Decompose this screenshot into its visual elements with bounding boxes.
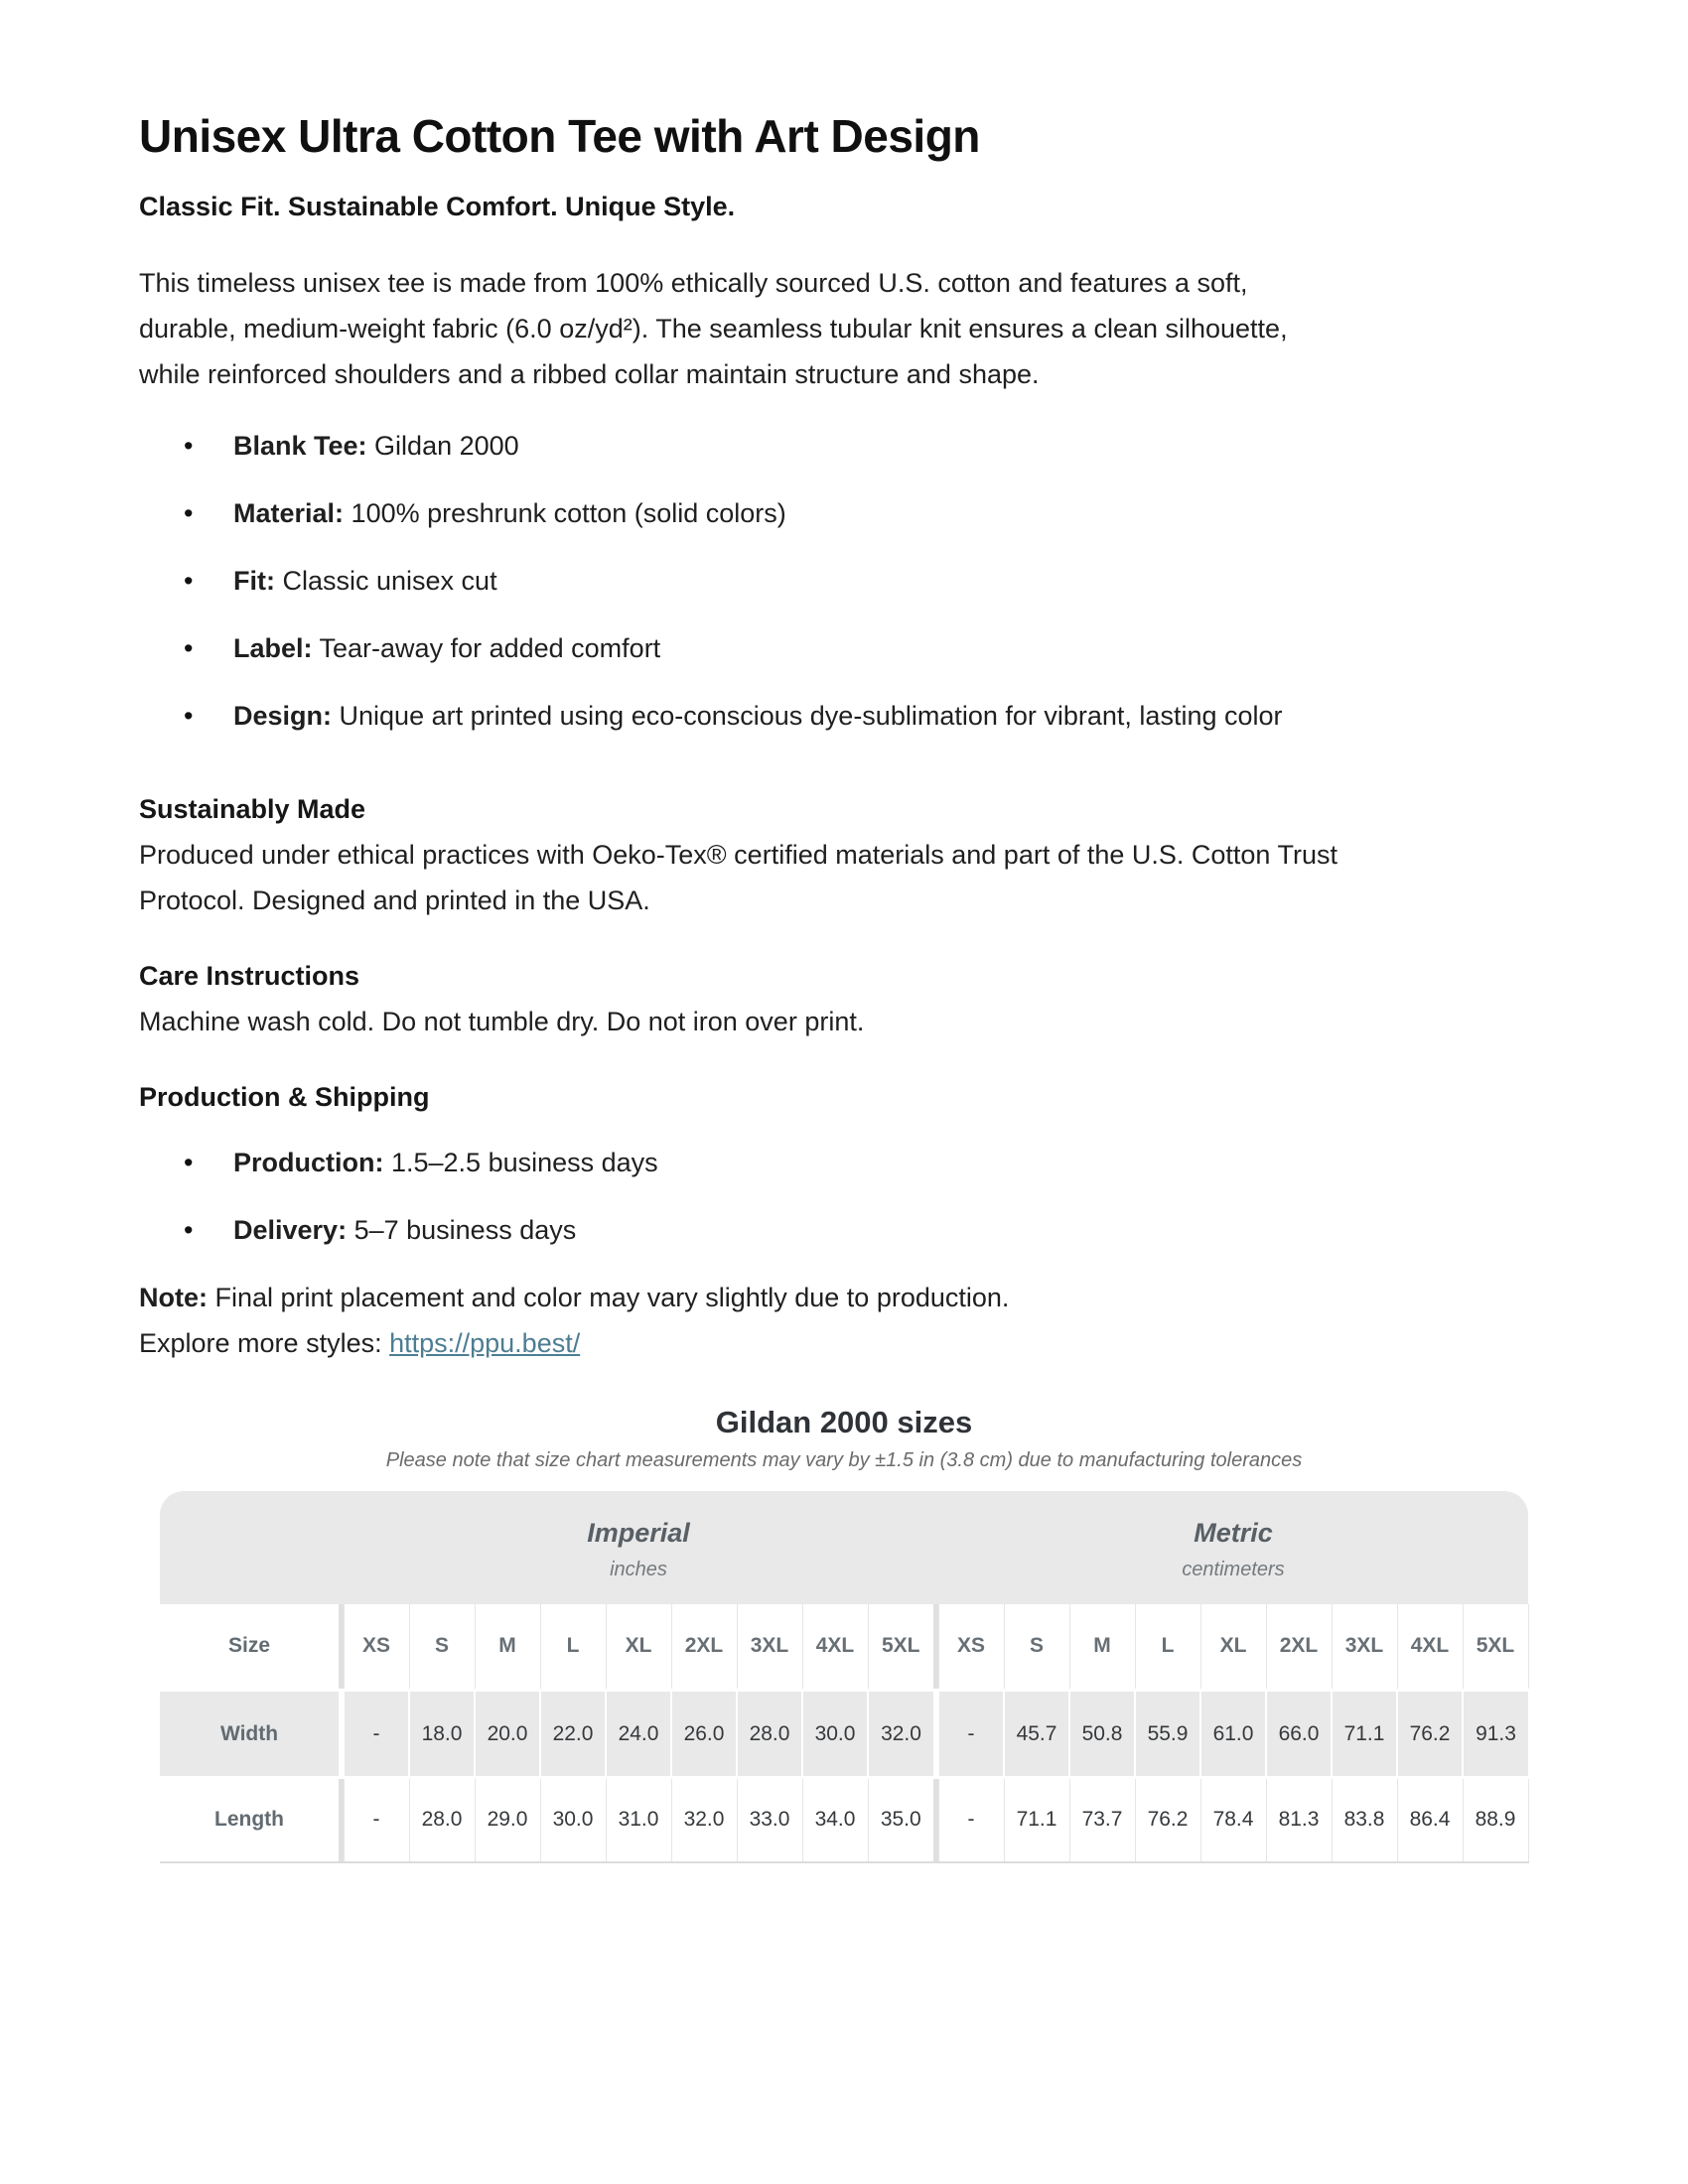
length-imperial-value: 28.0 [409, 1778, 475, 1862]
size-col-header: M [1069, 1604, 1135, 1691]
length-imperial-value: - [344, 1778, 409, 1862]
delivery-label: Delivery: [233, 1214, 348, 1245]
size-col-header: S [1004, 1604, 1069, 1691]
feature-label: Blank Tee: [233, 430, 367, 461]
size-col-header: L [1135, 1604, 1200, 1691]
imperial-section-header [344, 1491, 933, 1604]
width-imperial-value: 20.0 [475, 1691, 540, 1778]
length-metric-value: 76.2 [1135, 1778, 1200, 1862]
list-item [139, 1140, 1549, 1185]
size-col-header: 2XL [671, 1604, 737, 1691]
metric-unit: centimeters [1182, 1558, 1285, 1580]
metric-section-header [938, 1491, 1528, 1604]
feature-text: Classic unisex cut [274, 565, 497, 596]
length-metric-value: 71.1 [1004, 1778, 1069, 1862]
note-line [139, 1275, 1549, 1320]
width-metric-value: 91.3 [1463, 1691, 1528, 1778]
size-col-header: 4XL [1397, 1604, 1463, 1691]
length-imperial-value: 34.0 [802, 1778, 868, 1862]
intro-line: durable, medium-weight fabric (6.0 oz/yd²). The seamless tubular knit ensures a clean silhouette, [139, 313, 1288, 343]
section-heading-care: Care Instructions [139, 960, 360, 991]
size-col-header: XS [344, 1604, 409, 1691]
size-table-wrap [160, 1491, 1528, 1863]
intro-line: while reinforced shoulders and a ribbed collar maintain structure and shape. [139, 358, 1040, 389]
table-row [160, 1778, 1528, 1862]
width-imperial-value: 24.0 [606, 1691, 671, 1778]
length-metric-value: 81.3 [1266, 1778, 1332, 1862]
table-row [160, 1691, 1528, 1778]
width-imperial-value: 26.0 [671, 1691, 737, 1778]
production-label: Production: [233, 1147, 384, 1177]
length-metric-value: - [938, 1778, 1004, 1862]
list-item [139, 625, 1549, 671]
length-imperial-value: 32.0 [671, 1778, 737, 1862]
size-table [160, 1604, 1529, 1863]
length-imperial-value: 30.0 [540, 1778, 606, 1862]
width-imperial-value: - [344, 1691, 409, 1778]
note-label: Note: [139, 1282, 208, 1312]
production-list [139, 1140, 1549, 1253]
size-chart [139, 1406, 1549, 1863]
feature-label: Material: [233, 497, 345, 528]
size-row-header: Size [227, 1634, 271, 1658]
length-metric-value: 86.4 [1397, 1778, 1463, 1862]
metric-label: Metric [1194, 1517, 1273, 1548]
table-row [160, 1604, 1528, 1691]
size-col-header: 5XL [868, 1604, 933, 1691]
production-text: 1.5–2.5 business days [383, 1147, 658, 1177]
size-col-header: XS [938, 1604, 1004, 1691]
feature-text: Gildan 2000 [366, 430, 519, 461]
explore-link[interactable]: https://ppu.best/ [389, 1327, 581, 1358]
feature-label: Label: [233, 632, 313, 663]
sustainably-made-line: Produced under ethical practices with Oeko-Tex® certified materials and part of the U.S. Cotton Trust [139, 839, 1337, 870]
size-col-header: XL [1200, 1604, 1266, 1691]
note-block [139, 1275, 1549, 1366]
width-imperial-value: 30.0 [802, 1691, 868, 1778]
size-col-header: 4XL [802, 1604, 868, 1691]
explore-line [139, 1320, 1549, 1366]
size-col-header: 3XL [737, 1604, 802, 1691]
feature-text: 100% preshrunk cotton (solid colors) [344, 497, 786, 528]
size-col-header: 5XL [1463, 1604, 1528, 1691]
list-item [139, 423, 1549, 469]
length-metric-value: 88.9 [1463, 1778, 1528, 1862]
length-imperial-value: 31.0 [606, 1778, 671, 1862]
size-col-header: XL [606, 1604, 671, 1691]
size-col-header: 2XL [1266, 1604, 1332, 1691]
section-heading-sustainably-made: Sustainably Made [139, 793, 366, 824]
feature-text: Tear-away for added comfort [312, 632, 661, 663]
length-imperial-value: 29.0 [475, 1778, 540, 1862]
explore-text: Explore more styles: [139, 1327, 390, 1358]
width-metric-value: 76.2 [1397, 1691, 1463, 1778]
width-metric-value: 66.0 [1266, 1691, 1332, 1778]
size-col-header: S [409, 1604, 475, 1691]
list-item [139, 558, 1549, 604]
length-imperial-value: 35.0 [868, 1778, 933, 1862]
width-imperial-value: 18.0 [409, 1691, 475, 1778]
width-metric-value: 45.7 [1004, 1691, 1069, 1778]
section-heading-production: Production & Shipping [139, 1081, 430, 1112]
size-col-header: M [475, 1604, 540, 1691]
list-item [139, 693, 1549, 739]
size-chart-title: Gildan 2000 sizes [715, 1404, 973, 1439]
intro-line: This timeless unisex tee is made from 100% ethically sourced U.S. cotton and features a soft, [139, 267, 1248, 298]
feature-label: Fit: [233, 565, 275, 596]
width-metric-value: 71.1 [1332, 1691, 1397, 1778]
note-text: Final print placement and color may vary slightly due to production. [208, 1282, 1010, 1312]
width-metric-value: - [938, 1691, 1004, 1778]
intro-paragraph [139, 260, 1549, 397]
length-row-label: Length [160, 1778, 339, 1862]
size-col-header: 3XL [1332, 1604, 1397, 1691]
feature-label: Design: [233, 700, 333, 731]
length-metric-value: 83.8 [1332, 1778, 1397, 1862]
care-text: Machine wash cold. Do not tumble dry. Do not iron over print. [139, 1006, 865, 1036]
length-imperial-value: 33.0 [737, 1778, 802, 1862]
width-metric-value: 61.0 [1200, 1691, 1266, 1778]
size-chart-tolerance-note: Please note that size chart measurements may vary by ±1.5 in (3.8 cm) due to manufacturing tolerances [385, 1448, 1303, 1471]
imperial-unit: inches [610, 1558, 667, 1580]
list-item [139, 1207, 1549, 1253]
imperial-label: Imperial [587, 1517, 690, 1548]
sustainably-made-line: Protocol. Designed and printed in the USA. [139, 885, 650, 915]
width-metric-value: 55.9 [1135, 1691, 1200, 1778]
unit-band [160, 1491, 1528, 1604]
width-imperial-value: 28.0 [737, 1691, 802, 1778]
feature-list [139, 423, 1549, 739]
delivery-text: 5–7 business days [347, 1214, 577, 1245]
width-row-label: Width [160, 1691, 339, 1778]
band-spacer [160, 1491, 344, 1604]
size-col-header: L [540, 1604, 606, 1691]
length-metric-value: 73.7 [1069, 1778, 1135, 1862]
feature-text: Unique art printed using eco-conscious dye-sublimation for vibrant, lasting color [332, 700, 1283, 731]
page-title: Unisex Ultra Cotton Tee with Art Design [139, 110, 980, 162]
list-item [139, 490, 1549, 536]
length-metric-value: 78.4 [1200, 1778, 1266, 1862]
width-metric-value: 50.8 [1069, 1691, 1135, 1778]
page-subtitle: Classic Fit. Sustainable Comfort. Unique Style. [139, 191, 736, 221]
width-imperial-value: 22.0 [540, 1691, 606, 1778]
width-imperial-value: 32.0 [868, 1691, 933, 1778]
